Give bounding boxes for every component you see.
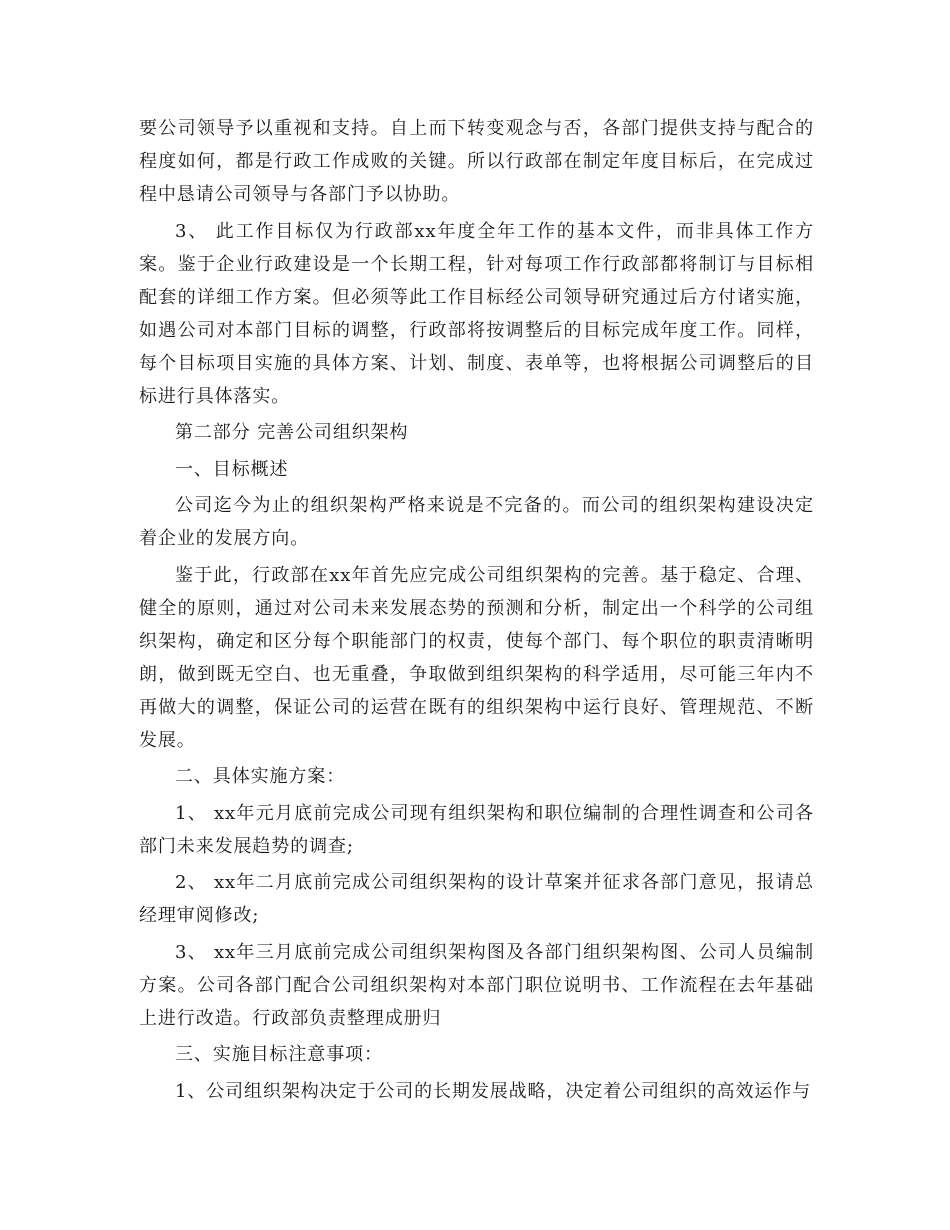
list-item-2-february: 2、 xx年二月底前完成公司组织架构的设计草案并征求各部门意见，报请总经理审阅修改; (139, 872, 814, 926)
subheading-notes: 三、实施目标注意事项： (175, 1044, 383, 1065)
section-heading-part-two: 第二部分 完善公司组织架构 (175, 422, 409, 443)
paragraph-support-continuation: 要公司领导予以重视和支持。自上而下转变观念与否，各部门提供支持与配合的程度如何，都是行政工作成败的关键。所以行政部在制定年度目标后，在完成过程中恳请公司领导与各部门予以协助。 (139, 118, 814, 205)
paragraph-org-structure-status: 公司迄今为止的组织架构严格来说是不完备的。而公司的组织架构建设决定着企业的发展方向。 (139, 495, 814, 549)
paragraph-org-structure-plan: 鉴于此，行政部在xx年首先应完成公司组织架构的完善。基于稳定、合理、健全的原则，通过对公司未来发展态势的预测和分析，制定出一个科学的公司组织架构，确定和区分每个职能部门的权责，使每个部门、每个职位的职责清晰明朗，做到既无空白、也无重叠，争取做到组织架构的科学适用，尽可能三年内不再做大的调整，保证公司的运营在既有的组织架构中运行良好、管理规范、不断发展。 (139, 564, 814, 751)
paragraph-item-3-goal-scope: 3、 此工作目标仅为行政部xx年度全年工作的基本文件，而非具体工作方案。鉴于企业行政建设是一个长期工程，针对每项工作行政部都将制订与目标相配套的详细工作方案。但必须等此工作目标经公司领导研究通过后方付诸实施，如遇公司对本部门目标的调整，行政部将按调整后的目标完成年度工作。同样，每个目标项目实施的具体方案、计划、制度、表单等，也将根据公司调整后的目标进行具体落实。 (139, 220, 814, 407)
list-item-notes-1: 1、公司组织架构决定于公司的长期发展战略，决定着公司组织的高效运作与 (175, 1080, 812, 1102)
list-item-1-january: 1、 xx年元月底前完成公司现有组织架构和职位编制的合理性调查和公司各部门未来发展趋势的调查; (139, 802, 814, 857)
list-item-3-march: 3、 xx年三月底前完成公司组织架构图及各部门组织架构图、公司人员编制方案。公司各部门配合公司组织架构对本部门职位说明书、工作流程在去年基础上进行改造。行政部负责整理成册归 (139, 941, 814, 1029)
subheading-goal-overview: 一、目标概述 (175, 458, 289, 480)
subheading-implementation-plan: 二、具体实施方案： (175, 766, 346, 787)
document-body (139, 112, 814, 1111)
